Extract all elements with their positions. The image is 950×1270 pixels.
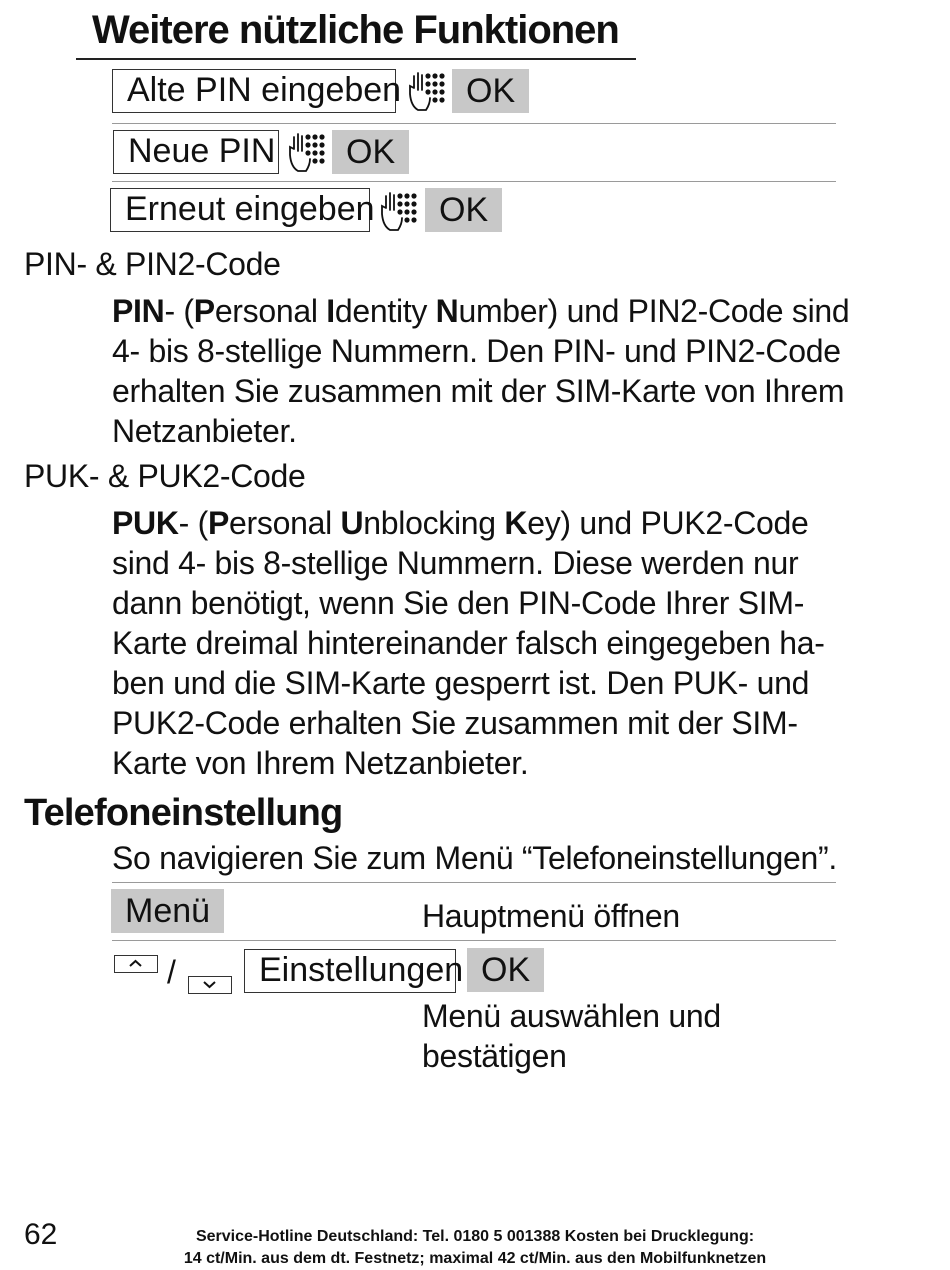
puk-description	[112, 503, 842, 783]
settings-description-2: bestätigen	[422, 1038, 567, 1074]
ok-softkey[interactable]: OK	[425, 188, 502, 232]
ok-softkey[interactable]: OK	[452, 69, 529, 113]
old-pin-field[interactable]: Alte PIN eingeben	[112, 69, 396, 113]
divider	[112, 882, 836, 883]
settings-field[interactable]: Einstellungen	[244, 949, 456, 993]
ok-softkey[interactable]: OK	[332, 130, 409, 174]
repeat-pin-field[interactable]: Erneut eingeben	[110, 188, 370, 232]
section-title: Telefoneinstellung	[24, 792, 343, 834]
divider	[112, 123, 836, 124]
keypad-icon	[408, 68, 446, 114]
divider	[112, 940, 836, 941]
nav-separator: /	[167, 954, 176, 990]
pin-line-2: 4- bis 8-stellige Nummern. Den PIN- und PIN2-Code	[112, 333, 841, 369]
pin-line-1: PIN- (Personal Identity Number) und PIN2-Code sind	[112, 293, 850, 329]
puk-line-2: sind 4- bis 8-stellige Nummern. Diese werden nur	[112, 545, 799, 581]
menu-softkey[interactable]: Menü	[111, 889, 224, 933]
puk-line-4: Karte dreimal hintereinander falsch eingegeben ha-	[112, 625, 825, 661]
keypad-icon	[288, 129, 326, 175]
pin-description	[112, 291, 850, 451]
section-intro: So navigieren Sie zum Menü “Telefoneinstellungen”.	[112, 840, 837, 876]
settings-description-1: Menü auswählen und	[422, 998, 721, 1034]
puk-line-7: Karte von Ihrem Netzanbieter.	[112, 745, 529, 781]
page-number: 62	[24, 1218, 58, 1251]
chevron-down-icon	[189, 977, 230, 992]
pin-term: PIN- & PIN2-Code	[24, 246, 281, 282]
divider	[112, 181, 836, 182]
keypad-icon	[380, 188, 418, 234]
chevron-up-icon	[115, 956, 156, 971]
new-pin-field[interactable]: Neue PIN	[113, 130, 279, 174]
menu-description: Hauptmenü öffnen	[422, 898, 680, 934]
puk-line-6: PUK2-Code erhalten Sie zusammen mit der SIM-	[112, 705, 798, 741]
footer-line-1: Service-Hotline Deutschland: Tel. 0180 5 001388 Kosten bei Drucklegung:	[195, 1228, 755, 1245]
footer-hotline	[180, 1226, 770, 1270]
puk-line-3: dann benötigt, wenn Sie den PIN-Code Ihrer SIM-	[112, 585, 805, 621]
puk-line-1: PUK- (Personal Unblocking Key) und PUK2-Code	[112, 505, 809, 541]
footer-line-2: 14 ct/Min. aus dem dt. Festnetz; maximal 42 ct/Min. aus den Mobilfunknetzen	[183, 1250, 767, 1267]
puk-term: PUK- & PUK2-Code	[24, 458, 306, 494]
nav-down-key[interactable]	[188, 976, 232, 994]
title-underline	[76, 58, 636, 60]
pin-line-3: erhalten Sie zusammen mit der SIM-Karte von Ihrem	[112, 373, 845, 409]
puk-line-5: ben und die SIM-Karte gesperrt ist. Den PUK- und	[112, 665, 810, 701]
ok-softkey[interactable]: OK	[467, 948, 544, 992]
nav-up-key[interactable]	[114, 955, 158, 973]
page-title: Weitere nützliche Funktionen	[92, 8, 619, 52]
pin-line-4: Netzanbieter.	[112, 413, 297, 449]
